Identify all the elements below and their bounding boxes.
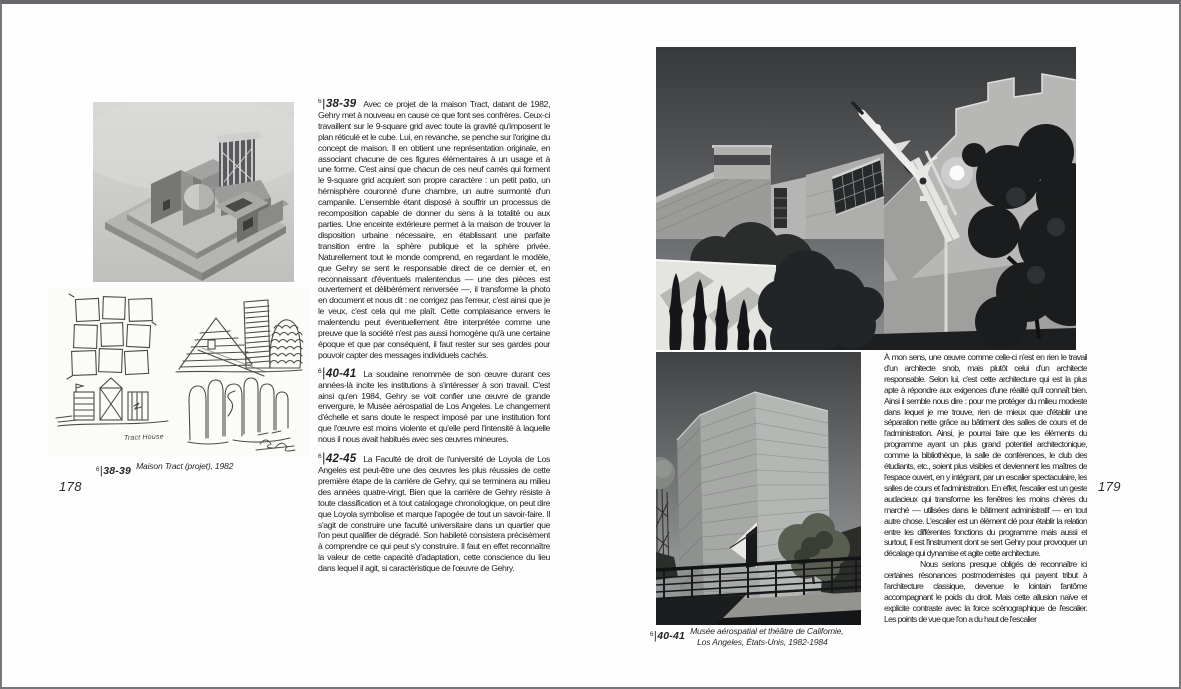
section-ref-label: $^6$|40-41 bbox=[318, 365, 357, 380]
caption-ref-label: $^6$|40-41 bbox=[650, 630, 686, 642]
figure-caption-left bbox=[96, 461, 233, 479]
page-number-left: 178 bbox=[59, 479, 82, 494]
handwriting-tract-house: Tract House bbox=[123, 433, 164, 442]
large-tree bbox=[962, 124, 1076, 348]
caption-title: Maison Tract (projet), 1982 bbox=[136, 461, 234, 471]
paragraph-right-1: À mon sens, une œuvre comme celle-ci n'est en rien le travail d'un architecte snob, mais plutôt celui d'un architecte responsable. Selon lui, c'est cette architecture qui est la plus apte à répondre aux exigences d'une réalité qu'il connaît bien. Ainsi il semble nous dire : pour me protéger du milieu modeste dans lequel je me trouve, rien de mieux que d'établir une séparation nette grâce au bâtiment des salles de cours et de l'administration. Ainsi, je pourrai faire que les éléments du programme ayant un plus grand potentiel architectonique, comme la bibliothèque, la salle de conférences, le club des étudiants, etc., soient plus visibles et deviennent les maîtres de l'espace ouvert, en y intégrant, par un escalier spectaculaire, les salles de cours et l'administration. En effet, l'escalier est un geste audacieux qui transforme les fenêtres les moins chères du marché — utilisées dans le bâtiment administratif — en tout autre chose. L'escalier est un élément clé pour établir la relation entre les différentes fonctions du programme mais aussi et surtout, il est l'instrument dont se sert Gehry pour provoquer un décalage qui dynamise et agite cette architecture. bbox=[884, 352, 1087, 559]
theater-volume-photo bbox=[656, 352, 861, 625]
maison-tract-model-photo bbox=[93, 102, 294, 282]
body-column-right bbox=[884, 352, 1087, 652]
section-ref-label: $^6$|38-39 bbox=[318, 99, 357, 110]
section-ref-label: $^6$|42-45 bbox=[318, 451, 357, 466]
sketches-figure bbox=[48, 288, 310, 456]
body-column-left bbox=[318, 99, 550, 655]
aerospace-museum-facade-photo bbox=[656, 47, 1076, 350]
caption-ref-label: $^6$|38-39 bbox=[96, 465, 132, 477]
paragraph-40-41: $^6$|40-41 La soudaine renommée de son œuvre durant ces années-là incite les institutions à s'intéresser à son travail. C'est ainsi qu'en 1984, Gehry se voit confier une œuvre de grande envergure, le Musée aérospatial de Los Angeles. Le changement d'échelle et sans doute le respect imposé par une institution font que l'œuvre est moins violente et qu'elle perd l'intensité à laquelle nous il nous avait habitués avec ses œuvres mineures. bbox=[318, 365, 550, 445]
gehry-sketches bbox=[48, 288, 310, 456]
theater-photo-figure bbox=[656, 352, 861, 625]
facade-photo-figure bbox=[656, 47, 1076, 350]
figure-caption-right bbox=[650, 626, 843, 647]
paragraph-42-45: $^6$|42-45 La Faculté de droit de l'université de Loyola de Los Angeles est peut-être une des œuvres les plus réussies de cette première étape de la carrière de Gehry, qui se terminera au milieu des années quatre-vingt. Bien que la carrière de Gehry résiste à toute classification et à tout catalogage chronologique, on peut dire que Loyola symbolise et marque l'apogée de tout un savoir-faire. Il s'agit de construire une faculté universitaire dans un quartier que l'on peut qualifier de dégradé. Son habileté consistera précisément à comprendre ce qui peut s'y construire. Il faut en effet reconnaître la valeur de cette capacité d'adaptation, cette conscience du lieu dans lequel il agit, si caractéristique de l'œuvre de Gehry. bbox=[318, 451, 550, 574]
paragraph-38-39: $^6$|38-39 Avec ce projet de la maison Tract, datant de 1982, Gehry met à nouveau en cause ce que font ses confrères. Ceux-ci travaillent sur le 9-square grid avec toute la gravité qu'imposent le plan réticulé et le cube. Lui, en revanche, se penche sur l'origine du concept de maison. Il en obtient une représentation originale, en associant chacune de ces figures élémentaires à un usage et à une forme. C'est ainsi que chacun de ces neuf carrés qui forment le 9-square grid acquiert son propre caractère : un petit patio, un hémisphère couronné d'une chambre, un autre surmonté d'un campanile. L'ensemble étant disposé à souffrir un processus de recomposition capable de donner du sens à la totalité ou aux parties. Une enceinte extérieure permet à la maison de trouver la disposition urbaine nécessaire, en établissant une parfaite transition entre la sphère publique et la sphère privée. Naturellement tout le monde comprend, en regardant le modèle, que Gehry se sent le responsable direct de ce dernier et, en reconnaissant d'éventuels malentendus — une des pièces est ouvertement et délibérément renversée —, il transforme la photo en document et nous dit : ne corrigez pas l'erreur, c'est ainsi que je le veux, c'est cela qui me plaît. Cette complaisance envers le malentendu peut éventuellement être interprétée comme une preuve que la société n'est pas aussi homogène qu'à une certaine époque et que par conséquent, il faut rester sur ses gardes pour pouvoir capter des messages individuels cachés. bbox=[318, 99, 550, 360]
page-number-right: 179 bbox=[1098, 479, 1121, 494]
model-photo-figure bbox=[93, 102, 294, 282]
caption-title-line2: Los Angeles, États-Unis, 1982-1984 bbox=[697, 636, 828, 647]
caption-title-line1: Musée aérospatial et théâtre de Californie, bbox=[690, 626, 844, 636]
paragraph-right-2: Nous serions presque obligés de reconnaître ici certaines résonances postmodernistes qui payent tribut à l'architecture classique, devenue le lointain fantôme accompagnant le poids du droit. Mais cette allusion naïve et explicite contraste avec la force scénographique de l'escalier. Les points de vue que l'on a du haut de l'escalier bbox=[884, 559, 1087, 624]
dome bbox=[184, 184, 214, 210]
